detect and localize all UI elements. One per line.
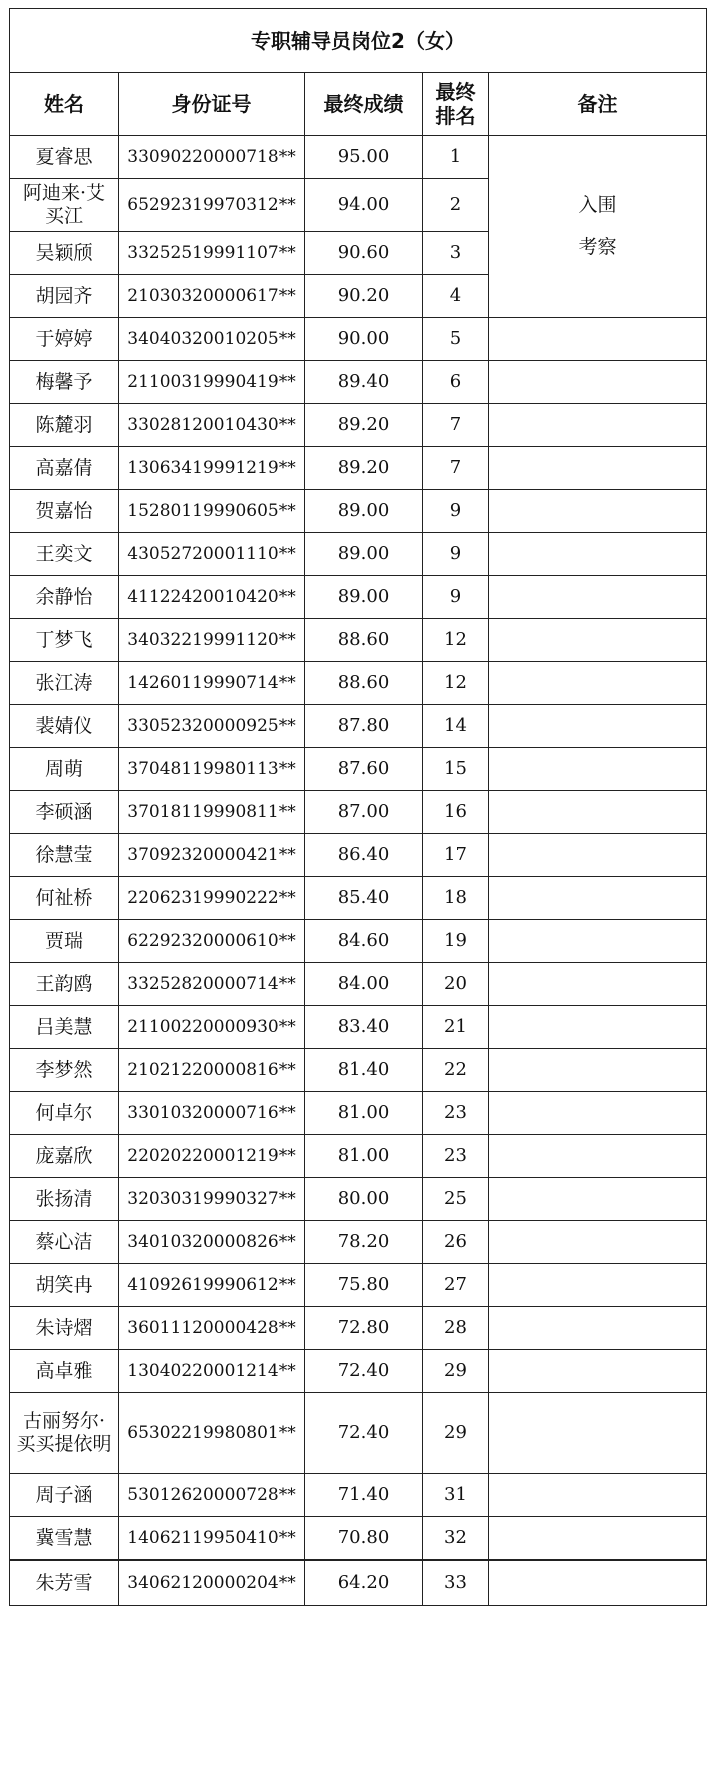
cell-id: 34040320010205** (119, 318, 305, 361)
cell-rank: 33 (423, 1560, 489, 1606)
cell-score: 90.20 (305, 275, 423, 318)
table-row (10, 1560, 707, 1606)
cell-id: 37018119990811** (119, 791, 305, 834)
table-row (10, 533, 707, 576)
cell-id: 21100319990419** (119, 361, 305, 404)
cell-id: 14062119950410** (119, 1517, 305, 1561)
cell-note (489, 1135, 707, 1178)
cell-name: 阿迪来·艾买江 (10, 179, 119, 232)
cell-rank: 2 (423, 179, 489, 232)
cell-note (489, 1264, 707, 1307)
cell-score: 78.20 (305, 1221, 423, 1264)
cell-id: 33010320000716** (119, 1092, 305, 1135)
cell-name: 高嘉倩 (10, 447, 119, 490)
cell-note (489, 1092, 707, 1135)
cell-score: 89.20 (305, 404, 423, 447)
cell-rank: 9 (423, 533, 489, 576)
cell-score: 80.00 (305, 1178, 423, 1221)
cell-score: 85.40 (305, 877, 423, 920)
cell-id: 43052720001110** (119, 533, 305, 576)
cell-rank: 20 (423, 963, 489, 1006)
cell-score: 72.40 (305, 1393, 423, 1474)
cell-note (489, 1350, 707, 1393)
cell-name: 朱诗熠 (10, 1307, 119, 1350)
cell-score: 90.60 (305, 232, 423, 275)
table-row (10, 1049, 707, 1092)
cell-rank: 25 (423, 1178, 489, 1221)
cell-id: 37048119980113** (119, 748, 305, 791)
cell-rank: 7 (423, 447, 489, 490)
cell-score: 88.60 (305, 662, 423, 705)
table-row (10, 1350, 707, 1393)
cell-name: 夏睿思 (10, 136, 119, 179)
cell-score: 64.20 (305, 1560, 423, 1606)
cell-note (489, 447, 707, 490)
cell-id: 13040220001214** (119, 1350, 305, 1393)
cell-name: 胡笑冉 (10, 1264, 119, 1307)
header-rank (423, 73, 489, 136)
cell-rank: 12 (423, 662, 489, 705)
cell-id: 33252820000714** (119, 963, 305, 1006)
table-row (10, 1006, 707, 1049)
cell-id: 34062120000204** (119, 1560, 305, 1606)
cell-id: 53012620000728** (119, 1474, 305, 1517)
cell-id: 32030319990327** (119, 1178, 305, 1221)
cell-name: 李梦然 (10, 1049, 119, 1092)
cell-name: 李硕涵 (10, 791, 119, 834)
table-row (10, 318, 707, 361)
table-row (10, 705, 707, 748)
cell-name: 贾瑞 (10, 920, 119, 963)
cell-id: 65302219980801** (119, 1393, 305, 1474)
cell-score: 71.40 (305, 1474, 423, 1517)
cell-score: 89.00 (305, 490, 423, 533)
table-row (10, 1092, 707, 1135)
cell-note (489, 791, 707, 834)
cell-rank: 17 (423, 834, 489, 877)
cell-rank: 16 (423, 791, 489, 834)
header-score: 最终成绩 (305, 73, 423, 136)
cell-id: 36011120000428** (119, 1307, 305, 1350)
cell-note (489, 619, 707, 662)
table-row (10, 662, 707, 705)
cell-rank: 31 (423, 1474, 489, 1517)
cell-score: 87.00 (305, 791, 423, 834)
cell-name: 丁梦飞 (10, 619, 119, 662)
cell-name: 冀雪慧 (10, 1517, 119, 1561)
header-rank-line1: 最终 (435, 80, 476, 104)
cell-note (489, 1221, 707, 1264)
cell-id: 21100220000930** (119, 1006, 305, 1049)
cell-rank: 9 (423, 490, 489, 533)
cell-name: 吕美慧 (10, 1006, 119, 1049)
cell-score: 72.40 (305, 1350, 423, 1393)
cell-name: 朱芳雪 (10, 1560, 119, 1606)
cell-id: 41122420010420** (119, 576, 305, 619)
table-row (10, 1264, 707, 1307)
cell-rank: 21 (423, 1006, 489, 1049)
cell-name: 贺嘉怡 (10, 490, 119, 533)
table-row (10, 963, 707, 1006)
cell-note (489, 1006, 707, 1049)
cell-note (489, 834, 707, 877)
cell-rank: 32 (423, 1517, 489, 1561)
table-row (10, 1307, 707, 1350)
cell-rank: 29 (423, 1393, 489, 1474)
cell-score: 81.40 (305, 1049, 423, 1092)
cell-note (489, 490, 707, 533)
note-line2: 考察 (578, 235, 617, 258)
cell-name: 于婷婷 (10, 318, 119, 361)
note-line1: 入围 (578, 193, 617, 216)
cell-score: 88.60 (305, 619, 423, 662)
cell-rank: 14 (423, 705, 489, 748)
cell-note (489, 877, 707, 920)
table-row (10, 361, 707, 404)
cell-score: 89.20 (305, 447, 423, 490)
table-row (10, 136, 707, 179)
cell-name: 张江涛 (10, 662, 119, 705)
cell-score: 72.80 (305, 1307, 423, 1350)
header-name: 姓名 (10, 73, 119, 136)
cell-score: 81.00 (305, 1135, 423, 1178)
cell-name: 何祉桥 (10, 877, 119, 920)
cell-name: 王韵鸥 (10, 963, 119, 1006)
table-row (10, 490, 707, 533)
header-id: 身份证号 (119, 73, 305, 136)
cell-rank: 29 (423, 1350, 489, 1393)
table-title: 专职辅导员岗位2（女） (10, 9, 707, 73)
cell-id: 33028120010430** (119, 404, 305, 447)
cell-score: 87.80 (305, 705, 423, 748)
cell-note (489, 920, 707, 963)
cell-score: 89.40 (305, 361, 423, 404)
cell-score: 94.00 (305, 179, 423, 232)
table-row (10, 834, 707, 877)
cell-id: 34010320000826** (119, 1221, 305, 1264)
table-row (10, 576, 707, 619)
cell-name: 庞嘉欣 (10, 1135, 119, 1178)
cell-id: 13063419991219** (119, 447, 305, 490)
ranking-table (9, 8, 707, 1606)
cell-rank: 22 (423, 1049, 489, 1092)
cell-note (489, 1474, 707, 1517)
cell-name: 裴婧仪 (10, 705, 119, 748)
cell-rank: 19 (423, 920, 489, 963)
cell-note (489, 1049, 707, 1092)
cell-score: 87.60 (305, 748, 423, 791)
table-row (10, 1474, 707, 1517)
cell-id: 41092619990612** (119, 1264, 305, 1307)
cell-score: 95.00 (305, 136, 423, 179)
cell-score: 89.00 (305, 533, 423, 576)
cell-name: 胡园齐 (10, 275, 119, 318)
cell-name: 高卓雅 (10, 1350, 119, 1393)
cell-rank: 6 (423, 361, 489, 404)
cell-id: 21030320000617** (119, 275, 305, 318)
table-row (10, 1135, 707, 1178)
cell-note (489, 1560, 707, 1606)
cell-score: 75.80 (305, 1264, 423, 1307)
cell-score: 81.00 (305, 1092, 423, 1135)
cell-id: 34032219991120** (119, 619, 305, 662)
cell-id: 33052320000925** (119, 705, 305, 748)
cell-name: 余静怡 (10, 576, 119, 619)
cell-note (489, 404, 707, 447)
cell-rank: 9 (423, 576, 489, 619)
cell-note (489, 361, 707, 404)
cell-rank: 4 (423, 275, 489, 318)
cell-id: 21021220000816** (119, 1049, 305, 1092)
note-shortlisted (489, 136, 707, 318)
cell-note (489, 1517, 707, 1561)
cell-name: 陈麓羽 (10, 404, 119, 447)
table-row (10, 791, 707, 834)
cell-note (489, 318, 707, 361)
cell-rank: 23 (423, 1092, 489, 1135)
cell-id: 22062319990222** (119, 877, 305, 920)
table-row (10, 404, 707, 447)
cell-score: 84.00 (305, 963, 423, 1006)
cell-note (489, 1307, 707, 1350)
cell-id: 65292319970312** (119, 179, 305, 232)
cell-note (489, 576, 707, 619)
cell-rank: 23 (423, 1135, 489, 1178)
cell-score: 89.00 (305, 576, 423, 619)
cell-score: 83.40 (305, 1006, 423, 1049)
cell-note (489, 662, 707, 705)
cell-rank: 12 (423, 619, 489, 662)
header-note: 备注 (489, 73, 707, 136)
cell-name: 蔡心洁 (10, 1221, 119, 1264)
cell-note (489, 1178, 707, 1221)
cell-id: 37092320000421** (119, 834, 305, 877)
cell-note (489, 533, 707, 576)
cell-name: 何卓尔 (10, 1092, 119, 1135)
cell-rank: 5 (423, 318, 489, 361)
header-rank-line2: 排名 (435, 104, 476, 128)
cell-rank: 3 (423, 232, 489, 275)
table-row (10, 1178, 707, 1221)
cell-note (489, 963, 707, 1006)
table-row (10, 619, 707, 662)
cell-name: 吴颖颀 (10, 232, 119, 275)
table-row (10, 447, 707, 490)
cell-rank: 27 (423, 1264, 489, 1307)
cell-rank: 15 (423, 748, 489, 791)
cell-score: 84.60 (305, 920, 423, 963)
cell-id: 22020220001219** (119, 1135, 305, 1178)
table-row (10, 1393, 707, 1474)
cell-note (489, 705, 707, 748)
cell-id: 33252519991107** (119, 232, 305, 275)
cell-note (489, 1393, 707, 1474)
cell-rank: 1 (423, 136, 489, 179)
cell-rank: 28 (423, 1307, 489, 1350)
cell-name: 梅馨予 (10, 361, 119, 404)
cell-rank: 7 (423, 404, 489, 447)
cell-name: 周子涵 (10, 1474, 119, 1517)
table-row (10, 748, 707, 791)
cell-rank: 26 (423, 1221, 489, 1264)
cell-rank: 18 (423, 877, 489, 920)
table-row (10, 920, 707, 963)
table-row (10, 1221, 707, 1264)
cell-id: 15280119990605** (119, 490, 305, 533)
cell-note (489, 748, 707, 791)
cell-name: 王奕文 (10, 533, 119, 576)
cell-id: 62292320000610** (119, 920, 305, 963)
cell-name: 周萌 (10, 748, 119, 791)
cell-score: 90.00 (305, 318, 423, 361)
cell-score: 70.80 (305, 1517, 423, 1561)
cell-name: 徐慧莹 (10, 834, 119, 877)
cell-id: 33090220000718** (119, 136, 305, 179)
cell-name: 古丽努尔·买买提依明 (10, 1393, 119, 1474)
cell-score: 86.40 (305, 834, 423, 877)
cell-id: 14260119990714** (119, 662, 305, 705)
cell-name: 张扬清 (10, 1178, 119, 1221)
table-row (10, 877, 707, 920)
table-row (10, 1517, 707, 1561)
